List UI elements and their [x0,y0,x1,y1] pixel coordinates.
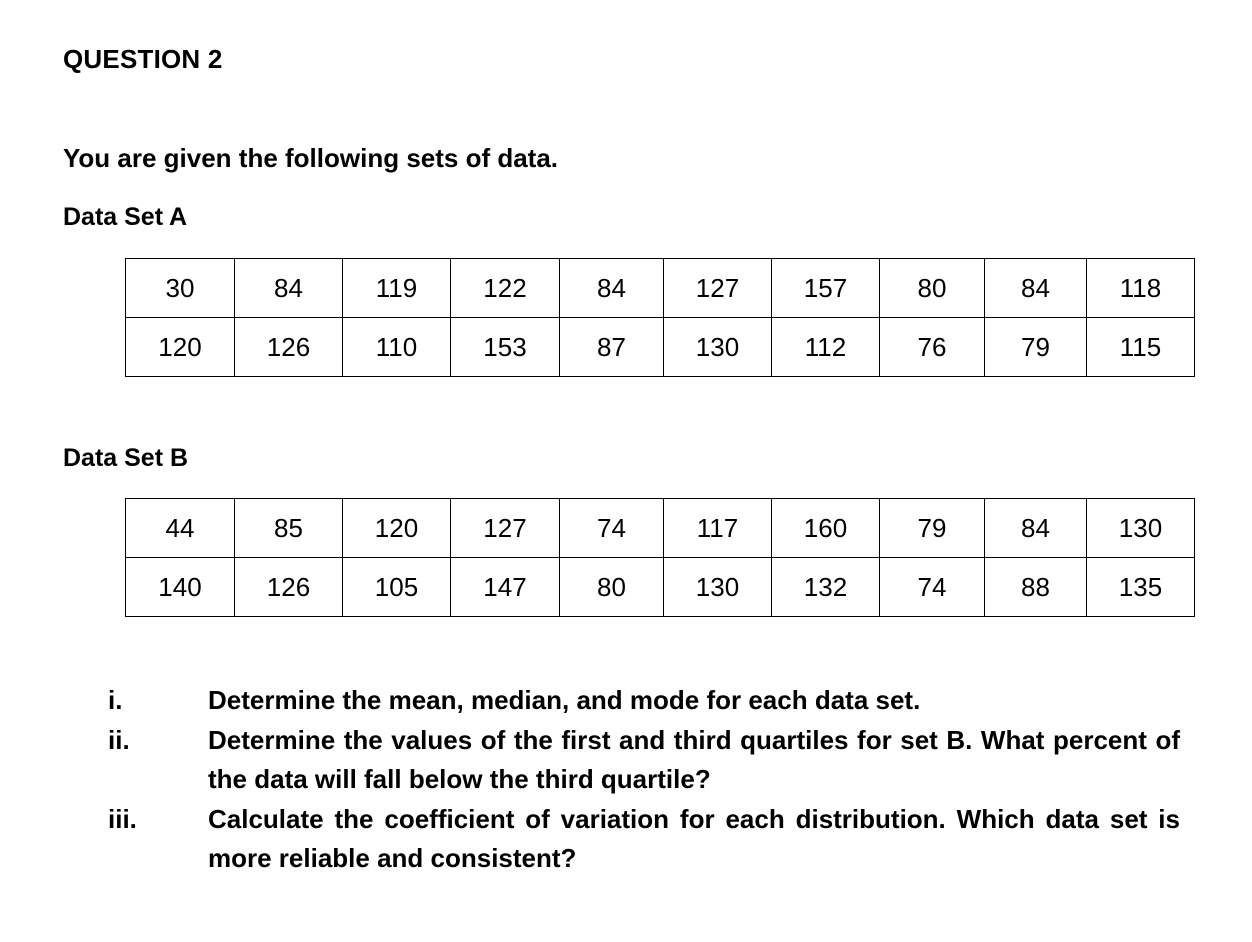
task-number: i. [108,685,123,715]
table-cell: 115 [1087,318,1195,377]
table-cell: 147 [451,558,560,617]
task-number: iii. [108,803,137,834]
table-cell: 84 [235,259,343,318]
table-cell: 127 [451,499,560,558]
table-cell: 80 [560,558,664,617]
question-intro: You are given the following sets of data. [63,143,559,173]
table-cell: 126 [235,318,343,377]
table-cell: 140 [126,558,235,617]
task-text: Determine the mean, median, and mode for each data set. [208,685,921,715]
table-cell: 74 [880,558,985,617]
table-cell: 119 [343,259,451,318]
table-cell: 160 [772,499,880,558]
table-cell: 76 [880,318,985,377]
table-cell: 130 [1087,499,1195,558]
table-cell: 122 [451,259,560,318]
table-cell: 84 [985,259,1087,318]
table-cell: 117 [664,499,772,558]
table-cell: 105 [343,558,451,617]
task-item [108,721,1180,800]
task-text: Calculate the coefficient of variation for each distribution. Which data set is more reliable and consistent? [208,803,1180,873]
table-cell: 130 [664,558,772,617]
table-cell: 135 [1087,558,1195,617]
task-item [108,800,1180,879]
table-cell: 127 [664,259,772,318]
table-cell: 157 [772,259,880,318]
task-item [108,681,1180,721]
table-cell: 120 [126,318,235,377]
task-number: ii. [108,724,130,755]
table-row [126,318,1195,377]
table-cell: 126 [235,558,343,617]
table-cell: 79 [880,499,985,558]
data-set-b-label: Data Set B [63,444,189,472]
question-title: QUESTION 2 [63,44,223,74]
table-cell: 88 [985,558,1087,617]
table-cell: 85 [235,499,343,558]
task-list [108,681,1180,879]
table-cell: 110 [343,318,451,377]
table-cell: 84 [560,259,664,318]
table-cell: 87 [560,318,664,377]
table-row [126,499,1195,558]
table-cell: 153 [451,318,560,377]
table-cell: 84 [985,499,1087,558]
table-cell: 130 [664,318,772,377]
table-cell: 112 [772,318,880,377]
data-set-a-label: Data Set A [63,203,188,231]
table-cell: 30 [126,259,235,318]
table-cell: 132 [772,558,880,617]
table-cell: 120 [343,499,451,558]
table-cell: 118 [1087,259,1195,318]
data-set-b-table [125,498,1195,617]
table-cell: 79 [985,318,1087,377]
table-cell: 44 [126,499,235,558]
data-set-a-table [125,258,1195,377]
table-row [126,558,1195,617]
table-row [126,259,1195,318]
table-cell: 74 [560,499,664,558]
table-cell: 80 [880,259,985,318]
task-text: Determine the values of the first and third quartiles for set B. What percent of the data will fall below the third quartile? [208,724,1180,794]
